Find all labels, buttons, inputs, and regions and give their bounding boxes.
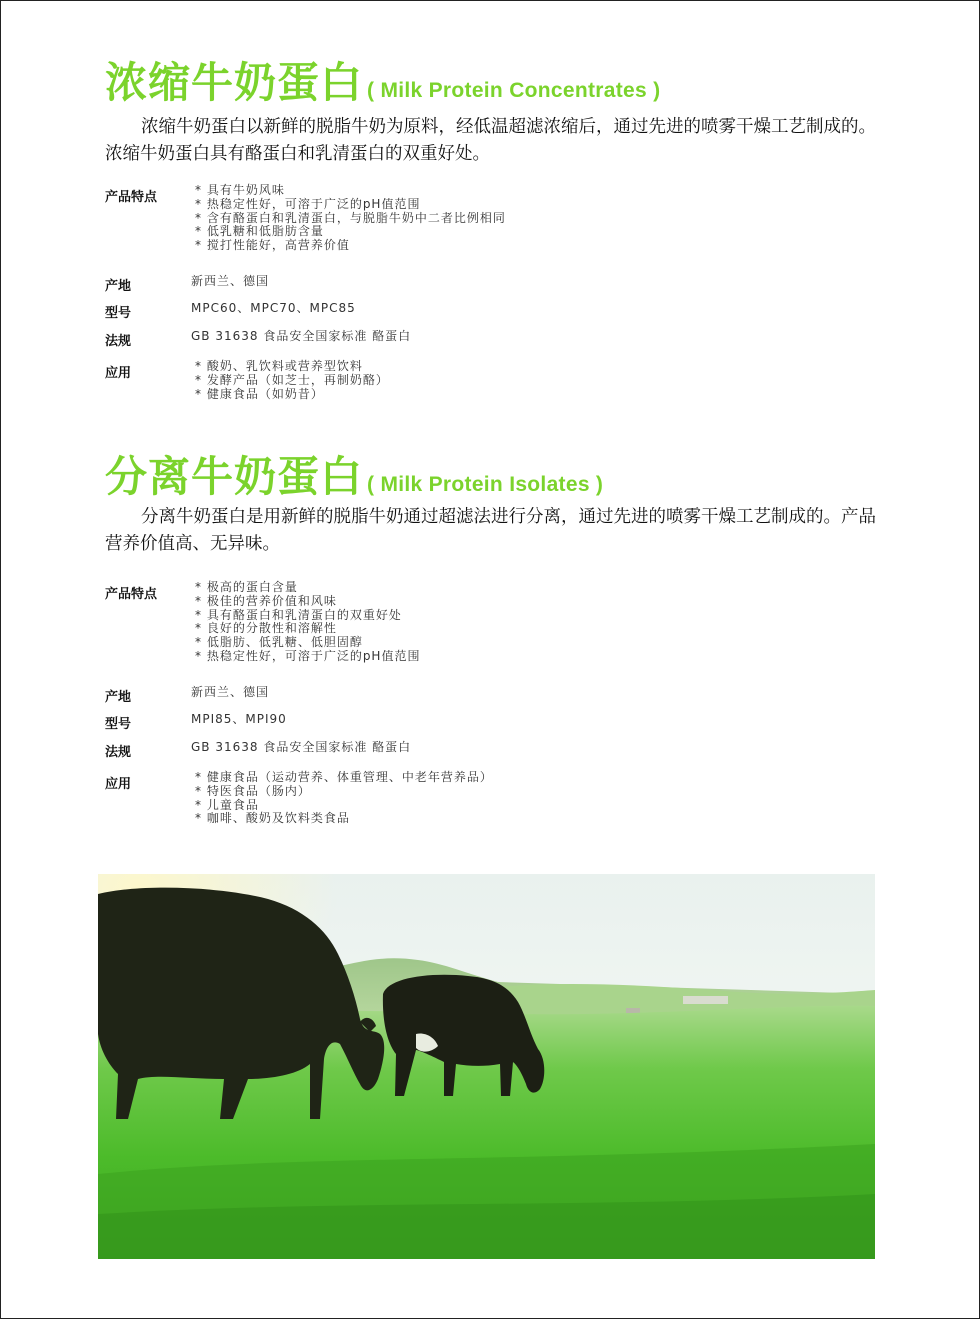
features-list — [195, 184, 506, 253]
origin-label: 产地 — [105, 279, 132, 294]
list-item: * 热稳定性好，可溶于广泛的pH值范围 — [195, 196, 421, 211]
features-label: 产品特点 — [105, 190, 158, 205]
list-item: * 含有酪蛋白和乳清蛋白，与脱脂牛奶中二者比例相同 — [195, 210, 506, 225]
model-value: MPC60、MPC70、MPC85 — [191, 301, 356, 315]
list-item: * 热稳定性好，可溶于广泛的pH值范围 — [195, 648, 421, 663]
origin-value: 新西兰、德国 — [191, 274, 270, 288]
section-title-english: ( Milk Protein Concentrates ) — [367, 79, 661, 102]
section-intro: 分离牛奶蛋白是用新鲜的脱脂牛奶通过超滤法进行分离，通过先进的喷雾干燥工艺制成的。产品营养价值高、无异味。 — [105, 507, 876, 554]
standard-value: GB 31638 食品安全国家标准 酪蛋白 — [191, 740, 412, 754]
section-title — [105, 444, 603, 504]
applications-label: 应用 — [105, 777, 132, 792]
list-item: * 极佳的营养价值和风味 — [195, 593, 337, 608]
origin-value: 新西兰、德国 — [191, 685, 270, 699]
list-item: * 低乳糖和低脂肪含量 — [195, 224, 324, 239]
cows-pasture-photo — [98, 874, 875, 1259]
model-label: 型号 — [105, 717, 132, 732]
section-title — [105, 50, 660, 110]
standard-value: GB 31638 食品安全国家标准 酪蛋白 — [191, 329, 412, 343]
standard-label: 法规 — [105, 334, 132, 349]
list-item: * 搅打性能好，高营养价值 — [195, 238, 350, 253]
section-title-english: ( Milk Protein Isolates ) — [367, 473, 604, 496]
pasture-illustration — [98, 874, 875, 1259]
features-label: 产品特点 — [105, 587, 158, 602]
list-item: * 具有牛奶风味 — [195, 183, 285, 197]
list-item: * 酸奶、乳饮料或营养型饮料 — [195, 359, 363, 373]
list-item: * 咖啡、酸奶及饮料类食品 — [195, 811, 350, 826]
list-item: * 特医食品（肠内） — [195, 783, 311, 798]
applications-list — [195, 360, 389, 401]
model-value: MPI85、MPI90 — [191, 712, 287, 726]
origin-label: 产地 — [105, 690, 132, 705]
applications-list — [195, 771, 493, 826]
model-label: 型号 — [105, 306, 132, 321]
features-list — [195, 581, 420, 664]
list-item: * 健康食品（运动营养、体重管理、中老年营养品） — [195, 770, 493, 784]
section-title-chinese: 分离牛奶蛋白 — [105, 452, 364, 501]
list-item: * 良好的分散性和溶解性 — [195, 621, 337, 636]
list-item: * 健康食品（如奶昔） — [195, 386, 324, 401]
list-item: * 低脂肪、低乳糖、低胆固醇 — [195, 635, 363, 650]
section-intro: 浓缩牛奶蛋白以新鲜的脱脂牛奶为原料，经低温超滤浓缩后，通过先进的喷雾干燥工艺制成的。浓缩牛奶蛋白具有酪蛋白和乳清蛋白的双重好处。 — [105, 117, 876, 164]
standard-label: 法规 — [105, 745, 132, 760]
applications-label: 应用 — [105, 366, 132, 381]
list-item: * 发酵产品（如芝士，再制奶酪） — [195, 372, 389, 387]
list-item: * 儿童食品 — [195, 797, 259, 812]
list-item: * 具有酪蛋白和乳清蛋白的双重好处 — [195, 607, 402, 622]
section-title-chinese: 浓缩牛奶蛋白 — [105, 58, 364, 107]
list-item: * 极高的蛋白含量 — [195, 580, 298, 594]
